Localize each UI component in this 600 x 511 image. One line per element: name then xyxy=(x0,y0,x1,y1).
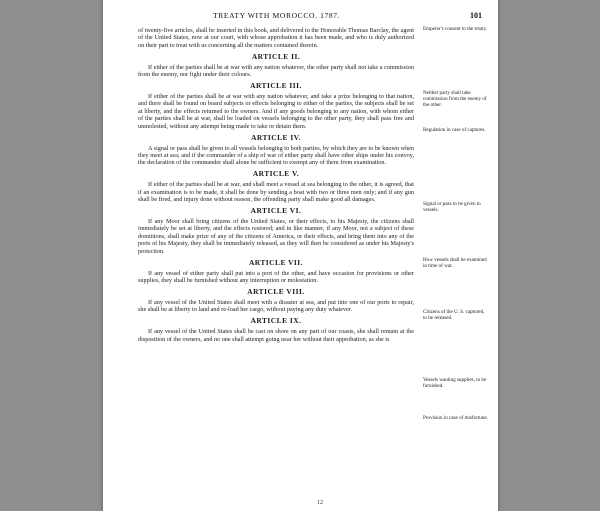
running-head-title: TREATY WITH MOROCCO. 1787. xyxy=(213,11,341,20)
treaty-text xyxy=(138,27,414,343)
article-5-text: If either of the parties shall be at war, and shall meet a vessel at sea belonging to the other, it is agreed, that if an examination is to be made, it shall be done by sending a boat with two or three men only; and if any gun shall be fired, and injury done without reason, the offending party shall make good all damages. xyxy=(138,181,414,204)
article-6-text: If any Moor shall bring citizens of the United States, or their effects, to his Majesty, the citizens shall immediately be set at liberty, and the effects restored; and in like manner, if any Moor, not a subject of these dominions, shall make prize of any of the citizens of America, or their effects, and bring them into any of the ports of his Majesty, they shall be immediately released, as they will then be considered as under his Majesty's protection. xyxy=(138,218,414,255)
margin-note: Regulation in case of captures. xyxy=(423,127,486,133)
article-3-text: If either of the parties shall be at war with any nation whatever, and take a prize belonging to that nation, and there shall be found on board subjects or effects belonging to either of the parties, the subjects shall be set at liberty, and the effects returned to the owners. And if any goods belonging to any nation, with whom either of the parties shall be at war, shall be loaded on vessels belonging to the other party, they shall pass free and unmolested, without any attempt being made to take or detain them. xyxy=(138,93,414,130)
opening-paragraph: of twenty-five articles, shall be inserted in this book, and delivered to the Honorable Thomas Barclay, the agent of the United States, now at our court, with whose approbation it has been made, and who is duly authorized on their part to treat with us concerning all the matters contained therein. xyxy=(138,27,414,49)
article-2-heading: ARTICLE II. xyxy=(251,51,301,61)
article-8-heading: ARTICLE VIII. xyxy=(247,286,305,296)
article-5-heading: ARTICLE V. xyxy=(252,169,300,179)
running-head xyxy=(103,11,498,23)
article-6-heading: ARTICLE VI. xyxy=(250,206,302,215)
document-page xyxy=(103,0,498,511)
article-7-heading: ARTICLE VII. xyxy=(248,257,304,267)
article-4-text: A signal or pass shall be given to all vessels belonging to both parties, by which they are to be known when they meet at sea; and if the commander of a ship of war of either party shall have other ships under his convoy, the declaration of the commander shall alone be sufficient to exempt any of them from examination. xyxy=(138,144,415,167)
article-3-heading: ARTICLE III. xyxy=(250,81,302,91)
margin-note: Neither party shall take commission from the enemy of the other. xyxy=(423,90,487,108)
article-9-heading: ARTICLE IX. xyxy=(250,316,302,326)
margin-note: How vessels shall be examined in time of war. xyxy=(423,257,487,269)
margin-note: Vessels wanting supplies, to be furnished. xyxy=(423,377,487,389)
folio-mark: 12 xyxy=(317,500,323,506)
article-7-text: If any vessel of either party shall put into a port of the other, and have occasion for provisions or other supplies, they shall be furnished without any interruption or molestation. xyxy=(138,269,414,284)
margin-note: Citizens of the U. S. captured, to be released. xyxy=(423,309,485,321)
article-8-text: If any vessel of the United States shall meet with a disaster at sea, and put into one of our ports to repair, she shall be at liberty to land and re-load her cargo, without paying any duty whatever. xyxy=(138,298,414,314)
article-9-text: If any vessel of the United States shall be cast on shore on any part of our coasts, she shall remain at the disposition of the owners, and no one shall attempt going near her without their approbation, as she is xyxy=(138,328,414,343)
article-2-text: If either of the parties shall be at war with any nation whatever, the other party shall not take a commission from the enemy, nor fight under their colours. xyxy=(138,63,414,79)
article-4-heading: ARTICLE IV. xyxy=(251,132,301,142)
margin-note: Provision in case of misfortune. xyxy=(423,415,488,421)
margin-note: Emperor's consent to the treaty. xyxy=(423,26,488,32)
margin-note: Signal or pass to be given to vessels. xyxy=(423,201,481,213)
page-number: 101 xyxy=(470,11,482,20)
